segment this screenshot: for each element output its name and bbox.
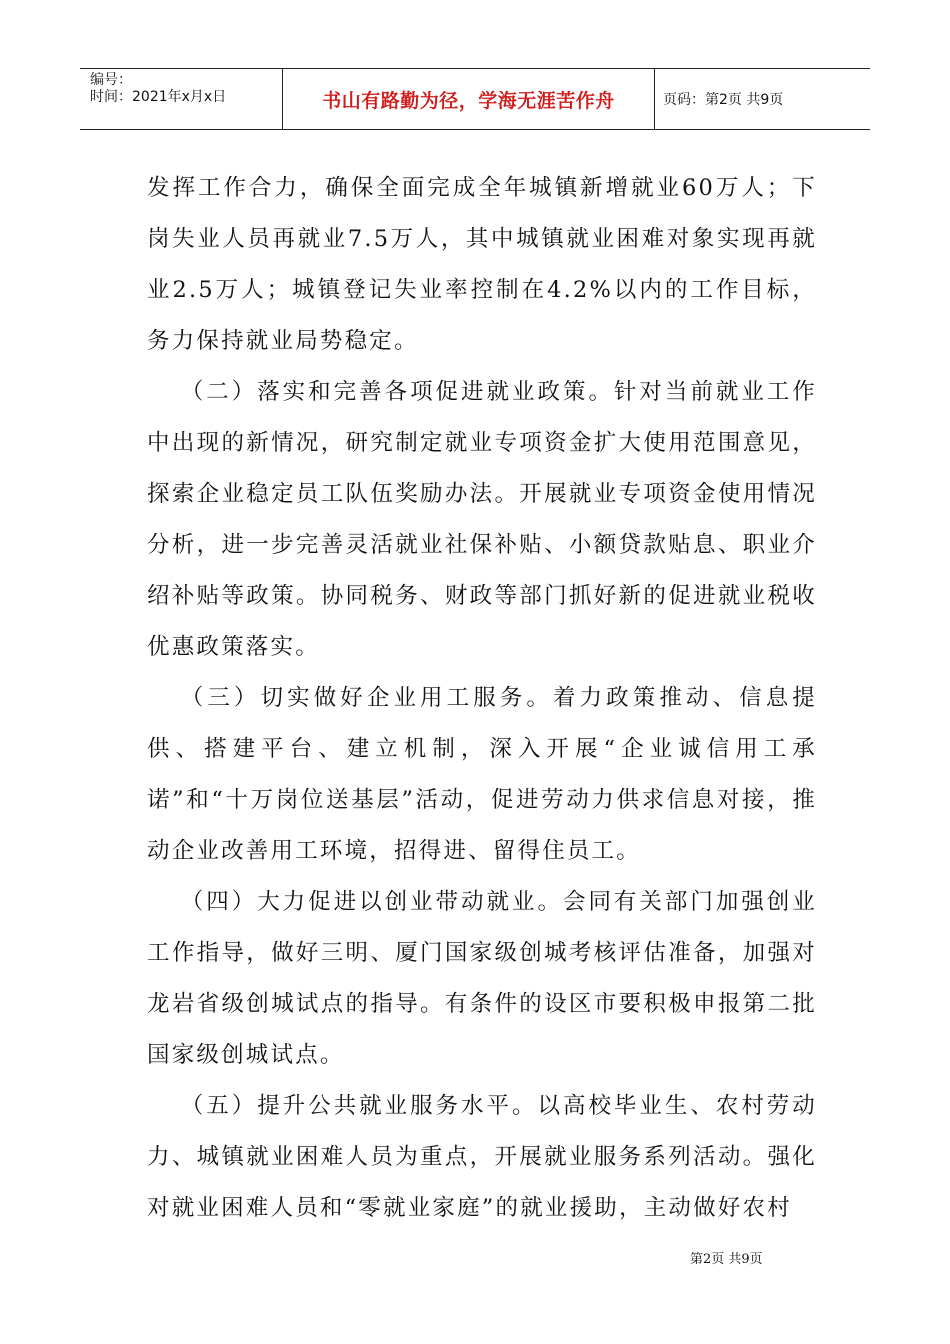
document-header: [80, 68, 870, 130]
paragraph-section-2: （二）落实和完善各项促进就业政策。针对当前就业工作中出现的新情况，研究制定就业专项资金扩大使用范围意见，探索企业稳定员工队伍奖励办法。开展就业专项资金使用情况分析，进一步完善灵活就业社保补贴、小额贷款贴息、职业介绍补贴等政策。协同税务、财政等部门抓好新的促进就业税收优惠政策落实。: [147, 379, 817, 660]
document-time-label: 时间：2021年x月x日: [90, 89, 227, 105]
page-footer: [690, 1248, 763, 1267]
header-meta: [80, 69, 282, 129]
paragraph-section-4: （四）大力促进以创业带动就业。会同有关部门加强创业工作指导，做好三明、厦门国家级创城考核评估准备，加强对龙岩省级创城试点的指导。有条件的设区市要积极申报第二批国家级创城试点。: [147, 889, 817, 1068]
header-page-cell: [655, 69, 870, 129]
document-number-label: 编号：: [90, 72, 132, 88]
header-page-number: 页码：第2页 共9页: [663, 92, 784, 108]
paragraph-section-5: （五）提升公共就业服务水平。以高校毕业生、农村劳动力、城镇就业困难人员为重点，开展就业服务系列活动。强化对就业困难人员和“零就业家庭”的就业援助，主动做好农村: [147, 1093, 817, 1221]
header-motto: 书山有路勤为径，学海无涯苦作舟: [322, 89, 615, 112]
header-motto-cell: [282, 69, 655, 129]
document-body: [147, 163, 817, 1234]
paragraph-continuation: 发挥工作合力，确保全面完成全年城镇新增就业60万人；下岗失业人员再就业7.5万人，其中城镇就业困难对象实现再就业2.5万人；城镇登记失业率控制在4.2%以内的工作目标，务力保持就业局势稳定。: [147, 175, 817, 354]
paragraph-section-3: （三）切实做好企业用工服务。着力政策推动、信息提供、搭建平台、建立机制，深入开展“企业诚信用工承诺”和“十万岗位送基层”活动，促进劳动力供求信息对接，推动企业改善用工环境，招得进、留得住员工。: [147, 685, 817, 864]
footer-page-number: 第2页 共9页: [690, 1252, 763, 1267]
